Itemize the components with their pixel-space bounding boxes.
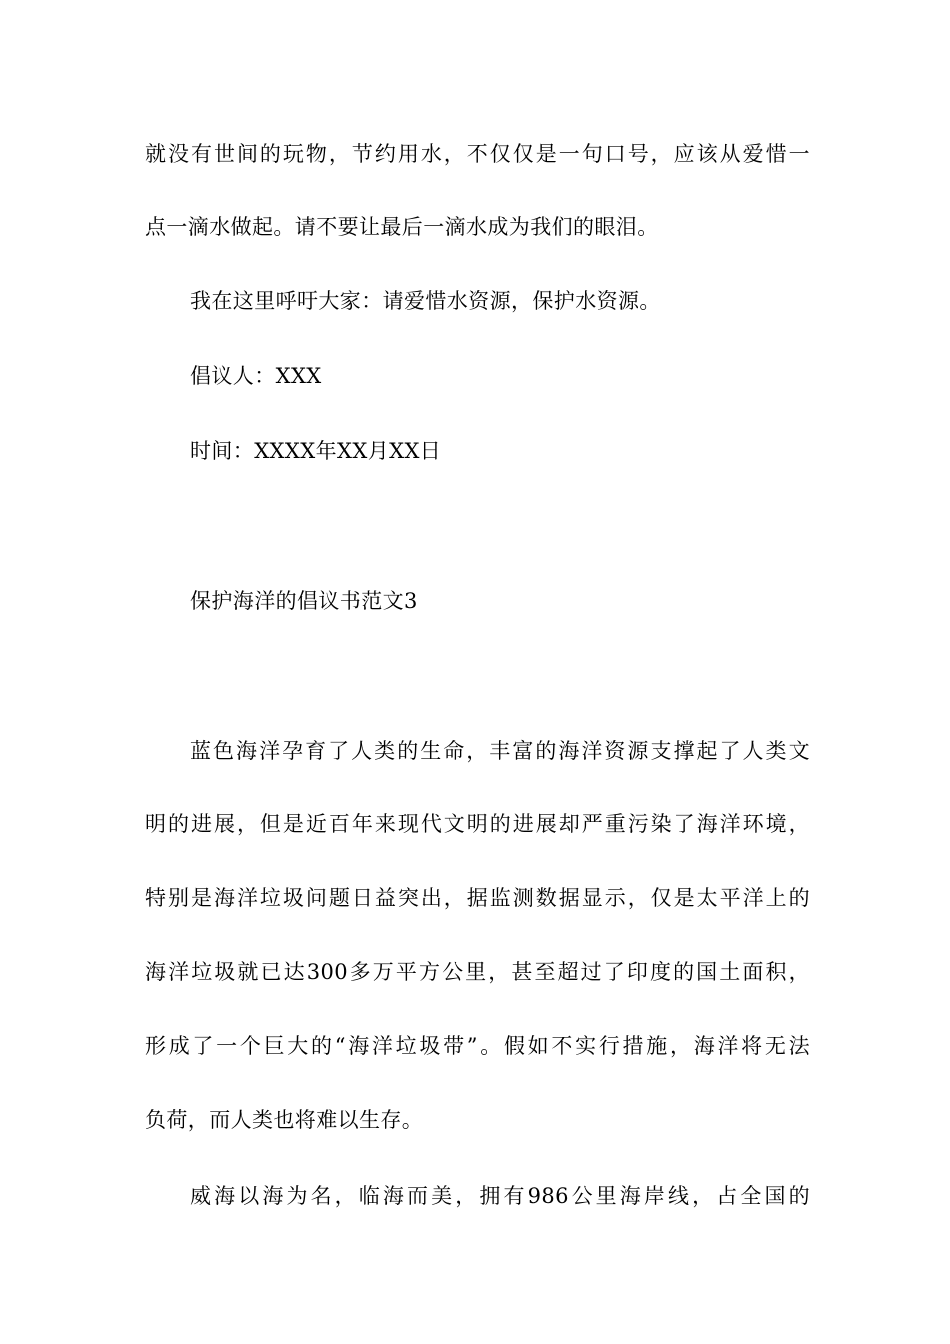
paragraph-line: 海洋垃圾就已达300多万平方公里，甚至超过了印度的国土面积，	[145, 960, 810, 984]
appeal-line: 我在这里呼吁大家：请爱惜水资源，保护水资源。	[190, 289, 661, 313]
paragraph-line: 蓝色海洋孕育了人类的生命，丰富的海洋资源支撑起了人类文	[190, 739, 810, 763]
paragraph-line: 形成了一个巨大的“海洋垃圾带”。假如不实行措施，海洋将无法	[145, 1034, 810, 1058]
paragraph-line: 点一滴水做起。请不要让最后一滴水成为我们的眼泪。	[145, 215, 659, 239]
paragraph-line: 就没有世间的玩物，节约用水，不仅仅是一句口号，应该从爱惜一	[145, 142, 810, 166]
date-line: 时间：XXXX年XX月XX日	[190, 439, 442, 463]
initiator-line: 倡议人：XXX	[190, 364, 322, 388]
paragraph-line: 明的进展，但是近百年来现代文明的进展却严重污染了海洋环境，	[145, 812, 810, 836]
section-heading: 保护海洋的倡议书范文3	[190, 589, 418, 613]
paragraph-line: 特别是海洋垃圾问题日益突出，据监测数据显示，仅是太平洋上的	[145, 886, 810, 910]
paragraph-line: 威海以海为名，临海而美，拥有986公里海岸线，占全国的	[190, 1184, 810, 1208]
paragraph-line: 负荷，而人类也将难以生存。	[145, 1108, 424, 1132]
